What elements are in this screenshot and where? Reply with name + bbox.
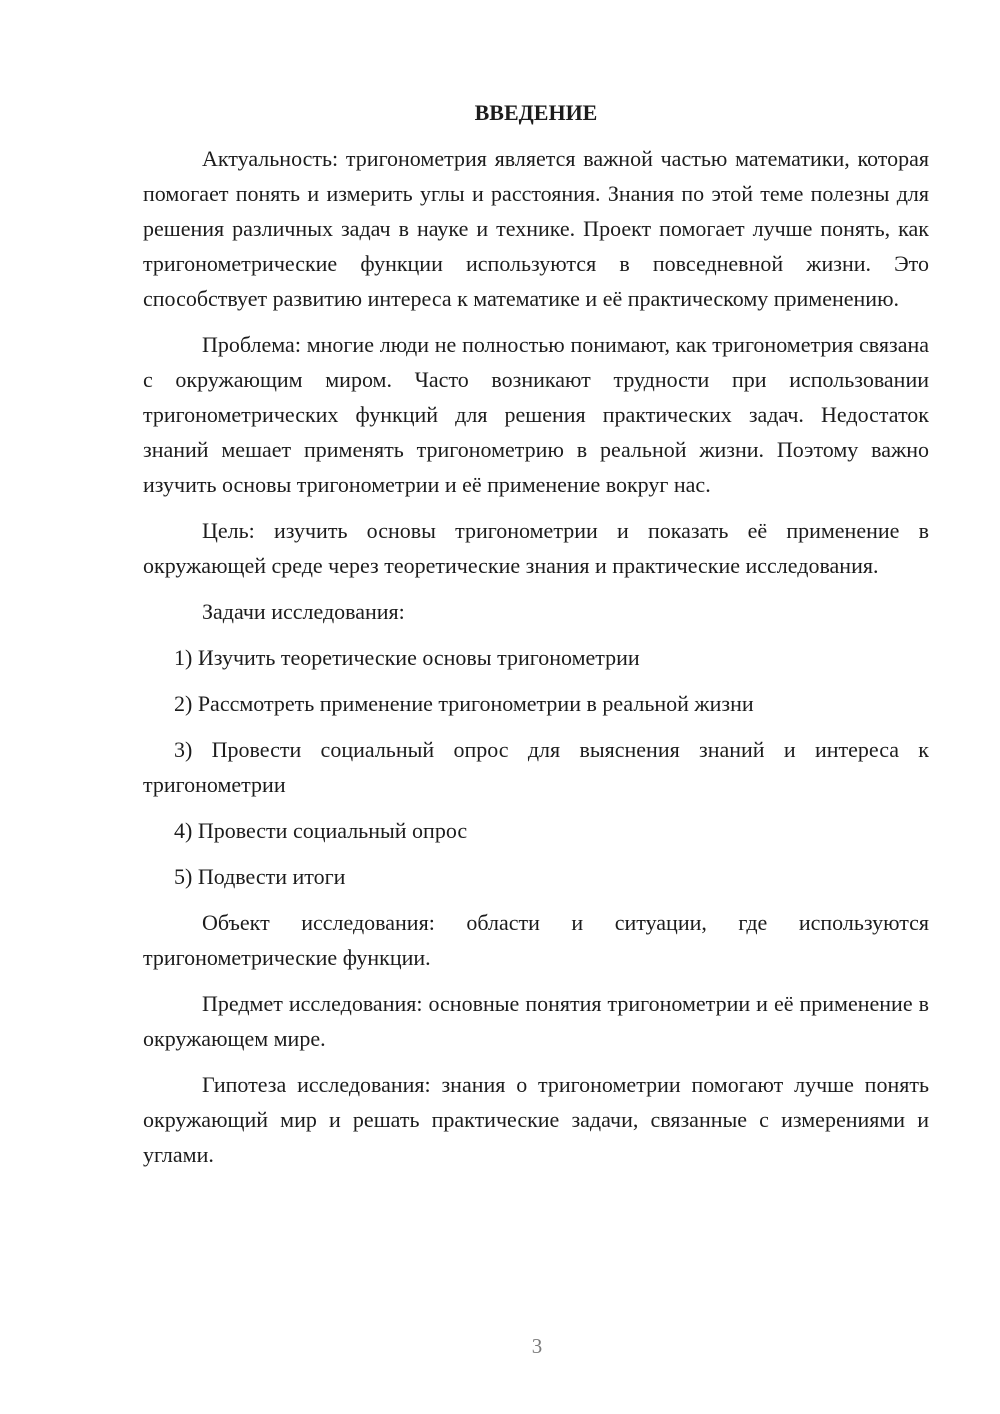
task-item: 4) Провести социальный опрос — [174, 818, 468, 843]
page-content — [143, 95, 929, 1183]
paragraph-hypothesis: Гипотеза исследования: знания о тригонометрии помогают лучше понять окружающий мир и решать практические задачи, связанные с измерениями и углами. — [143, 1072, 929, 1167]
paragraph-subject: Предмет исследования: основные понятия тригонометрии и её применение в окружающем мире. — [143, 991, 929, 1051]
page-number: 3 — [531, 1334, 543, 1358]
task-item: 2) Рассмотреть применение тригонометрии в реальной жизни — [174, 691, 754, 716]
task-item: 3) Провести социальный опрос для выяснения знаний и интереса к тригонометрии — [143, 737, 929, 797]
paragraph-problem: Проблема: многие люди не полностью понимают, как тригонометрия связана с окружающим миром. Часто возникают трудности при использовании тригонометрических функций для решения практических задач. Недостаток знаний мешает применять тригонометрию в реальной жизни. Поэтому важно изучить основы тригонометрии и её применение вокруг нас. — [143, 332, 929, 497]
paragraph-relevance: Актуальность: тригонометрия является важной частью математики, которая помогает понять и измерить углы и расстояния. Знания по этой теме полезны для решения различных задач в науке и технике. Проект помогает лучше понять, как тригонометрические функции используются в повседневной жизни. Это способствует развитию интереса к математике и её практическому применению. — [143, 146, 929, 311]
paragraph-tasks-heading: Задачи исследования: — [202, 599, 405, 624]
paragraph-object: Объект исследования: области и ситуации, где используются тригонометрические функции. — [143, 910, 929, 970]
task-item: 1) Изучить теоретические основы тригонометрии — [174, 645, 640, 670]
task-item: 5) Подвести итоги — [174, 864, 346, 889]
section-title: ВВЕДЕНИЕ — [474, 100, 598, 125]
paragraph-goal: Цель: изучить основы тригонометрии и показать её применение в окружающей среде через теоретические знания и практические исследования. — [143, 518, 929, 578]
